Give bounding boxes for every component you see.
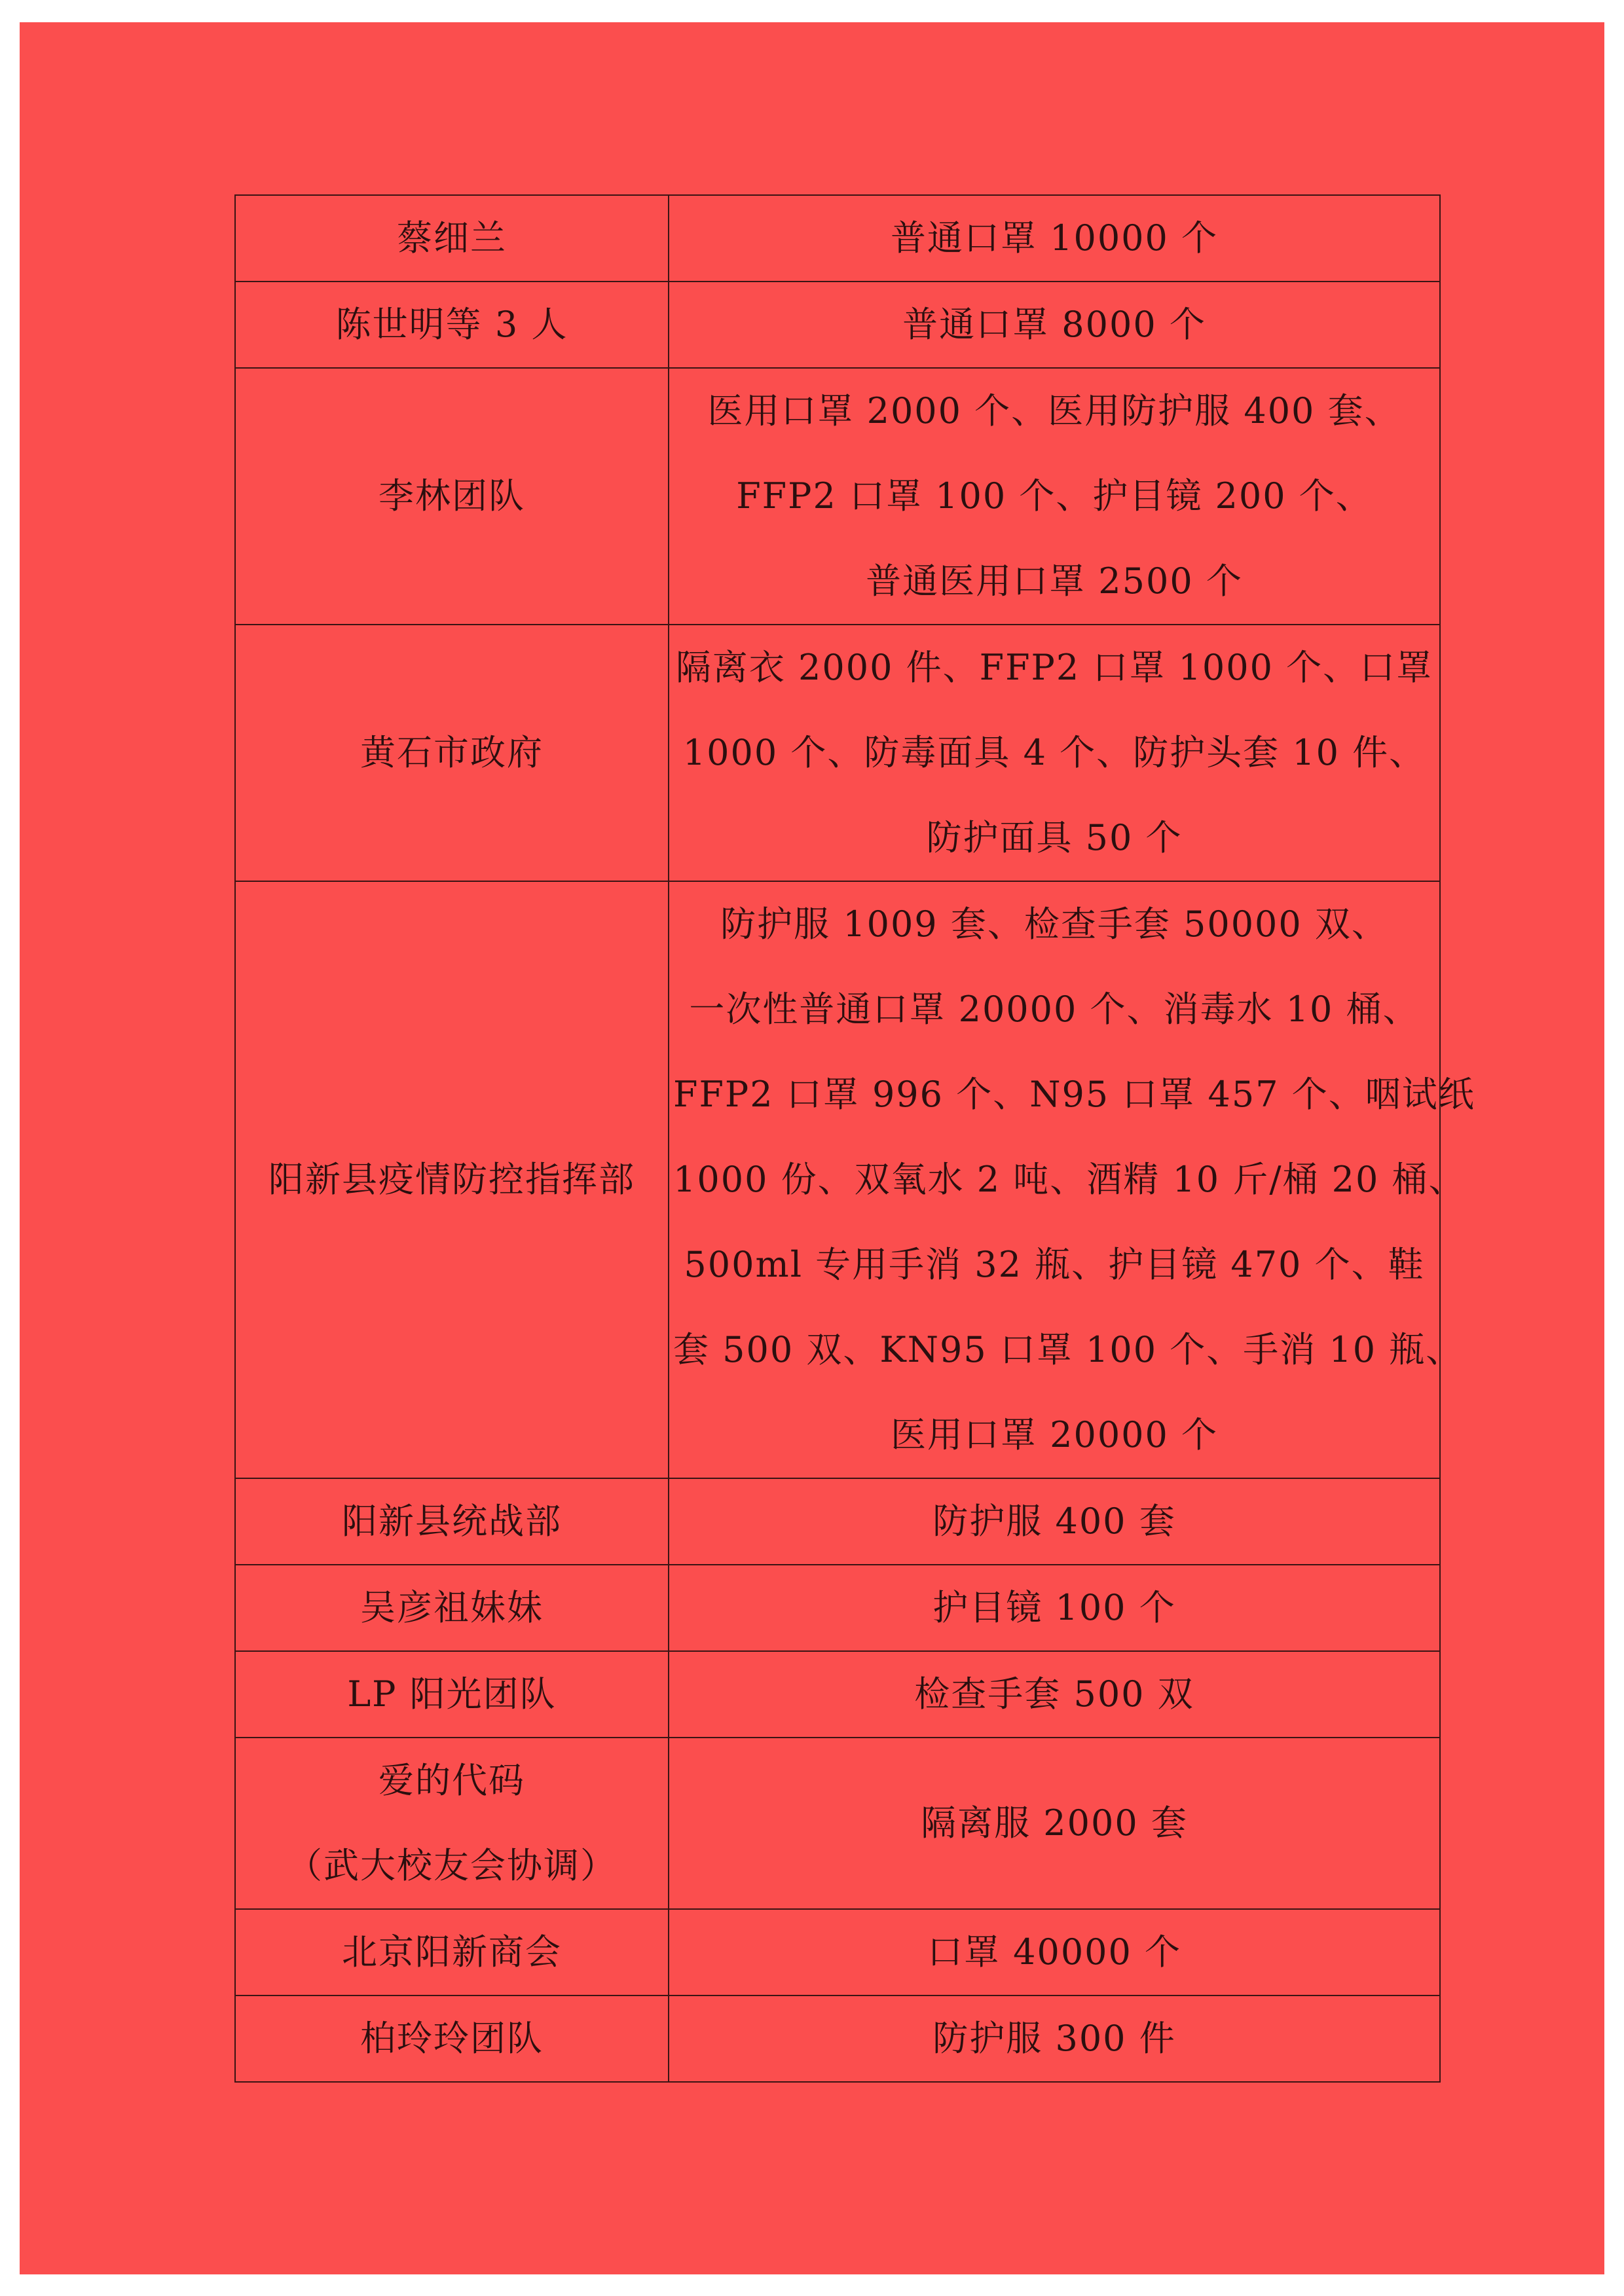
donor-cell: [235, 1478, 669, 1565]
donor-name-line: 李林团队: [378, 475, 525, 517]
table-row: [235, 1565, 1440, 1651]
donor-name-line: 陈世明等 3 人: [335, 304, 568, 345]
donated-items-line: 医用口罩 2000 个、医用防护服 400 套、: [707, 390, 1401, 431]
donor-name-line: 阳新县统战部: [342, 1501, 562, 1542]
donated-items-line: 检查手套 500 双: [914, 1673, 1194, 1715]
donor-name-line: 黄石市政府: [360, 732, 544, 773]
donated-items-line: 防护服 1009 套、检查手套 50000 双、: [720, 903, 1388, 945]
donated-items-cell: [669, 195, 1440, 282]
document-page: [20, 22, 1604, 2274]
donated-items-line: 套 500 双、KN95 口罩 100 个、手消 10 瓶、: [673, 1329, 1463, 1370]
donor-name-line: 蔡细兰: [397, 217, 507, 259]
donated-items-line: FFP2 口罩 996 个、N95 口罩 457 个、咽试纸: [673, 1074, 1475, 1115]
donated-items-cell: [669, 1478, 1440, 1565]
donated-items-line: 隔离服 2000 套: [921, 1802, 1188, 1844]
donated-items-line: 隔离衣 2000 件、FFP2 口罩 1000 个、口罩: [675, 647, 1433, 688]
donation-table-body: [235, 195, 1475, 2082]
donated-items-line: 1000 个、防毒面具 4 个、防护头套 10 件、: [682, 732, 1426, 773]
table-row: [235, 1478, 1440, 1565]
donor-cell: [235, 625, 669, 881]
table-row: [235, 625, 1440, 881]
table-row: [235, 1995, 1440, 2082]
donated-items-cell: [669, 1651, 1440, 1738]
donor-cell: [235, 881, 669, 1478]
table-row: [235, 195, 1440, 282]
donation-table: [234, 194, 1475, 2083]
donor-name-line: （武大校友会协调）: [287, 1845, 617, 1886]
donor-cell: [235, 1651, 669, 1738]
table-row: [235, 368, 1440, 625]
donated-items-line: FFP2 口罩 100 个、护目镜 200 个、: [736, 475, 1373, 517]
donated-items-line: 普通口罩 10000 个: [890, 217, 1219, 259]
donor-name-line: 北京阳新商会: [342, 1931, 562, 1973]
donor-cell: [235, 1909, 669, 1995]
donated-items-cell: [669, 1738, 1440, 1909]
donor-cell: [235, 1995, 669, 2082]
donated-items-line: 医用口罩 20000 个: [890, 1414, 1219, 1455]
donor-cell: [235, 195, 669, 282]
donor-cell: [235, 1738, 669, 1909]
donor-name-line: 阳新县疫情防控指挥部: [268, 1159, 635, 1200]
donated-items-line: 普通口罩 8000 个: [902, 304, 1206, 345]
donated-items-cell: [669, 1565, 1440, 1651]
donated-items-cell: [669, 881, 1475, 1478]
donor-name-line: 吴彦祖妹妹: [360, 1587, 544, 1628]
donor-name-line: LP 阳光团队: [347, 1673, 557, 1715]
donated-items-line: 一次性普通口罩 20000 个、消毒水 10 桶、: [689, 989, 1420, 1030]
table-row: [235, 1909, 1440, 1995]
donated-items-cell: [669, 1995, 1440, 2082]
table-row: [235, 881, 1440, 1478]
table-row: [235, 1738, 1440, 1909]
donated-items-line: 护目镜 100 个: [932, 1587, 1176, 1628]
donated-items-cell: [669, 282, 1440, 368]
donated-items-line: 防护面具 50 个: [926, 817, 1183, 858]
donated-items-cell: [669, 368, 1440, 625]
donor-name-line: 爱的代码: [378, 1760, 525, 1801]
donor-cell: [235, 368, 669, 625]
donated-items-line: 防护服 400 套: [932, 1501, 1176, 1542]
donated-items-line: 防护服 300 件: [932, 2018, 1176, 2059]
donor-cell: [235, 282, 669, 368]
donated-items-cell: [669, 625, 1440, 881]
donated-items-line: 普通医用口罩 2500 个: [866, 560, 1243, 602]
donor-name-line: 柏玲玲团队: [360, 2018, 544, 2059]
donated-items-cell: [669, 1909, 1440, 1995]
table-row: [235, 282, 1440, 368]
table-row: [235, 1651, 1440, 1738]
donated-items-line: 1000 份、双氧水 2 吨、酒精 10 斤/桶 20 桶、: [673, 1159, 1466, 1200]
donor-cell: [235, 1565, 669, 1651]
donated-items-line: 500ml 专用手消 32 瓶、护目镜 470 个、鞋: [684, 1244, 1425, 1285]
donated-items-line: 口罩 40000 个: [927, 1931, 1182, 1973]
